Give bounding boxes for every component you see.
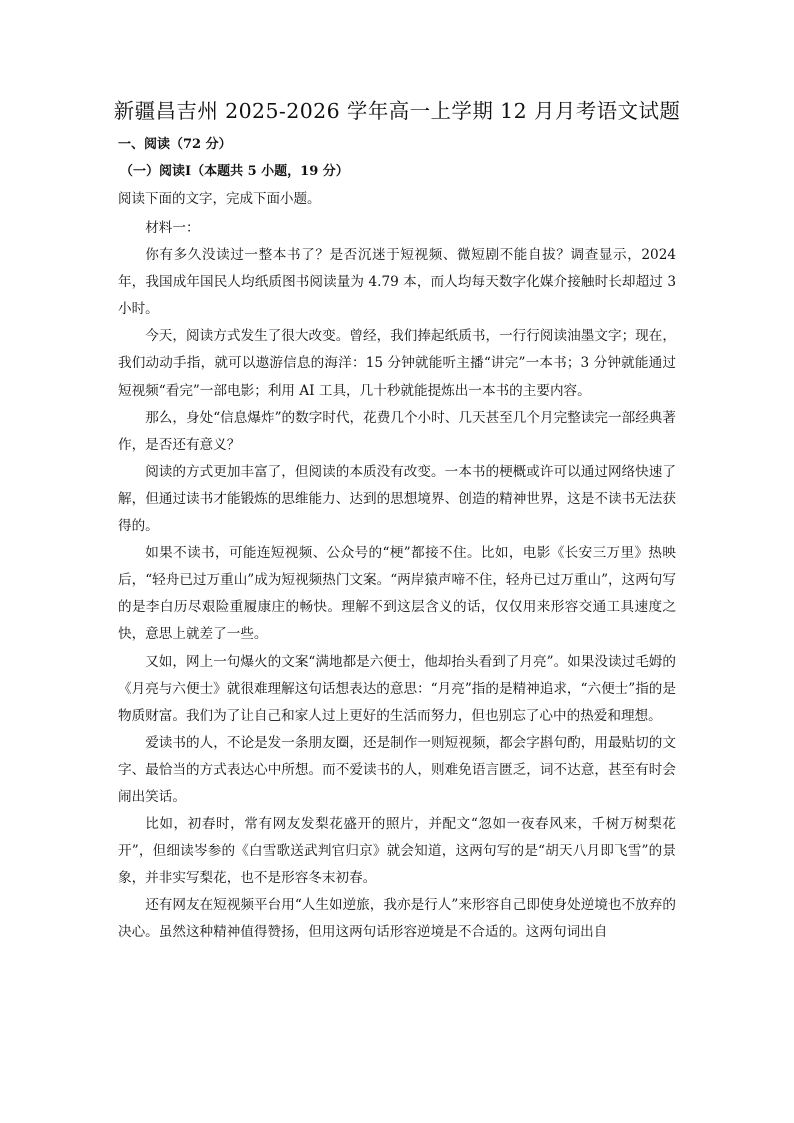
passage-paragraph: 爱读书的人，不论是发一条朋友圈，还是制作一则短视频，都会字斟句酌，用最贴切的文字、最恰当的方式表达心中所想。而不爱读书的人，则难免语言匮乏，词不达意，甚至有时会闹出笑话。 <box>118 734 676 805</box>
passage-paragraph: 又如，网上一句爆火的文案“满地都是六便士，他却抬头看到了月亮”。如果没读过毛姆的《月亮与六便士》就很难理解这句话想表达的意思：“月亮”指的是精神追求，“六便士”指的是物质财富。我们为了让自己和家人过上更好的生活而努力，但也别忘了心中的热爱和理想。 <box>118 653 676 724</box>
passage-paragraph: 今天，阅读方式发生了很大改变。曾经，我们捧起纸质书，一行行阅读油墨文字；现在，我们动动手指，就可以遨游信息的海洋：15 分钟就能听主播“讲完”一本书；3 分钟就能通过短视频“看完”一部电影；利用 AI 工具，几十秒就能提炼出一本书的主要内容。 <box>118 328 676 399</box>
material-label: 材料一： <box>145 220 200 236</box>
exam-title: 新疆昌吉州 2025-2026 学年高一上学期 12 月月考语文试题 <box>113 99 681 123</box>
reading-instruction: 阅读下面的文字，完成下面小题。 <box>118 191 321 207</box>
section-heading: 一、阅读（72 分） <box>118 137 232 152</box>
passage-paragraph: 你有多久没读过一整本书了？是否沉迷于短视频、微短剧不能自拔？调查显示，2024年，我国成年国民人均纸质图书阅读量为 4.79 本，而人均每天数字化媒介接触时长却超过 3 小时。 <box>118 247 676 318</box>
reading-passage <box>118 215 676 947</box>
passage-paragraph: 如果不读书，可能连短视频、公众号的“梗”都接不住。比如，电影《长安三万里》热映后，“轻舟已过万重山”成为短视频热门文案。“两岸猿声啼不住，轻舟已过万重山”，这两句写的是李白历尽艰险重履康庄的畅快。理解不到这层含义的话，仅仅用来形容交通工具速度之快，意思上就差了一些。 <box>118 545 676 643</box>
passage-paragraph: 那么，身处“信息爆炸”的数字时代，花费几个小时、几天甚至几个月完整读完一部经典著作，是否还有意义？ <box>118 409 676 453</box>
subsection-heading: （一）阅读Ⅰ（本题共 5 小题，19 分） <box>120 164 349 179</box>
passage-paragraph: 阅读的方式更加丰富了，但阅读的本质没有改变。一本书的梗概或许可以通过网络快速了解，但通过读书才能锻炼的思维能力、达到的思想境界、创造的精神世界，这是不读书无法获得的。 <box>118 463 676 535</box>
passage-paragraph: 还有网友在短视频平台用“人生如逆旅，我亦是行人”来形容自己即使身处逆境也不放弃的决心。虽然这种精神值得赞扬，但用这两句话形容逆境是不合适的。这两句词出自 <box>118 897 676 941</box>
passage-paragraph: 比如，初春时，常有网友发梨花盛开的照片，并配文“忽如一夜春风来，千树万树梨花开”，但细读岑参的《白雪歌送武判官归京》就会知道，这两句写的是“胡天八月即飞雪”的景象，并非实写梨花，也不是形容冬末初春。 <box>118 816 676 887</box>
